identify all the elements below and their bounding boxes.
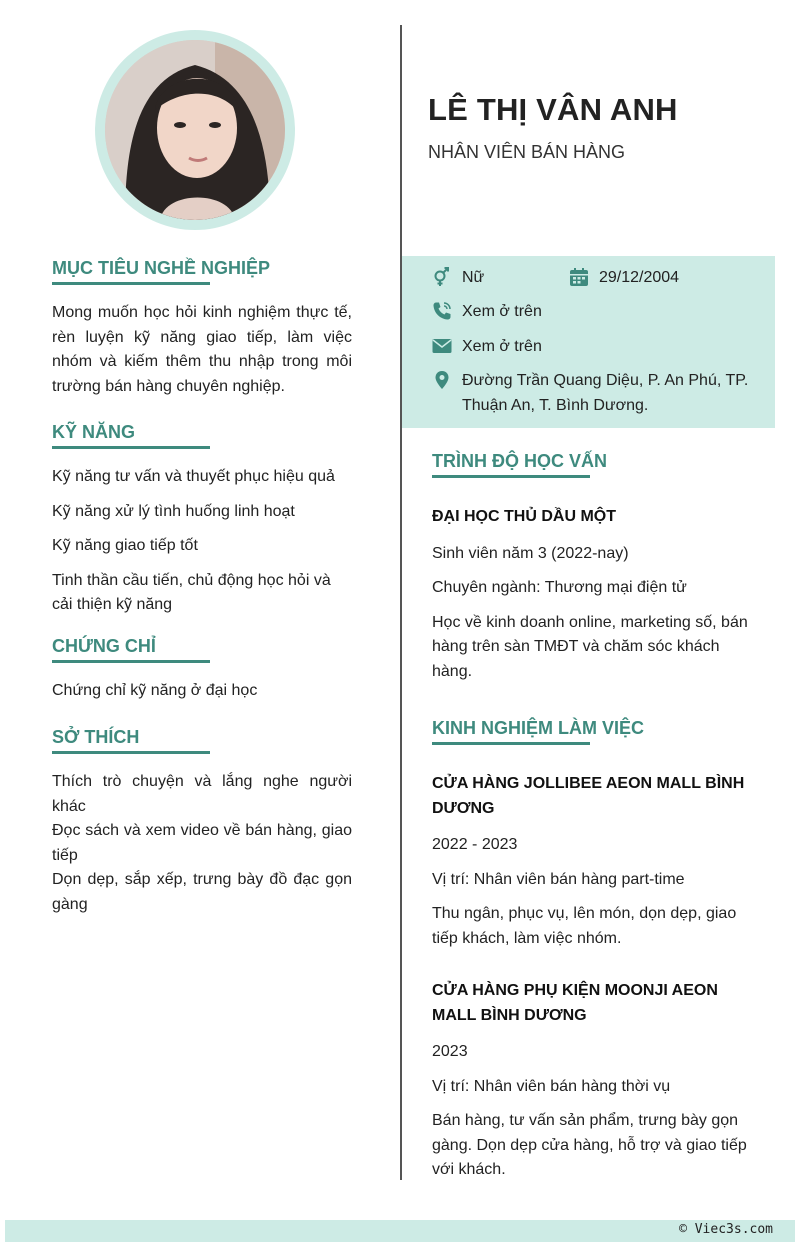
certificate-item: Chứng chỉ kỹ năng ở đại học <box>52 682 258 699</box>
certificates-title: CHỨNG CHỈ <box>52 636 352 663</box>
email-value: Xem ở trên <box>462 338 542 355</box>
hobby-item: Đọc sách và xem video về bán hàng, giao tiếp <box>52 822 352 864</box>
hobby-item: Thích trò chuyện và lắng nghe người khác <box>52 773 352 815</box>
phone-value: Xem ở trên <box>462 303 542 320</box>
job-entry <box>432 772 762 951</box>
column-divider <box>400 25 402 1180</box>
envelope-icon <box>432 336 452 356</box>
gender-icon <box>432 267 452 287</box>
education-year: Sinh viên năm 3 (2022-nay) <box>432 544 629 562</box>
candidate-name: LÊ THỊ VÂN ANH <box>428 92 678 127</box>
birthdate-value: 29/12/2004 <box>599 269 680 286</box>
skill-item: Kỹ năng tư vấn và thuyết phục hiệu quả <box>52 468 335 485</box>
address-row <box>432 369 752 418</box>
hobby-item: Dọn dẹp, sắp xếp, trưng bày đồ đạc gọn gàng <box>52 871 352 913</box>
phone-row <box>432 300 542 325</box>
skill-item: Kỹ năng giao tiếp tốt <box>52 537 198 554</box>
birthdate-row <box>569 266 679 291</box>
phone-icon <box>432 301 452 321</box>
education-description: Học về kinh doanh online, marketing số, bán hàng trên sàn TMĐT và chăm sóc khách hàng. <box>432 613 748 680</box>
experience-section <box>432 718 762 1183</box>
skills-title: KỸ NĂNG <box>52 422 352 449</box>
education-section <box>432 451 762 684</box>
gender-row <box>432 266 484 291</box>
address-value: Đường Trần Quang Diệu, P. An Phú, TP. Thuận An, T. Bình Dương. <box>462 372 749 414</box>
job-period: 2022 - 2023 <box>432 836 518 853</box>
company-name: CỬA HÀNG PHỤ KIỆN MOONJI AEON MALL BÌNH DƯƠNG <box>432 982 718 1024</box>
education-title: TRÌNH ĐỘ HỌC VẤN <box>432 451 762 478</box>
calendar-icon <box>569 267 589 287</box>
skill-item: Kỹ năng xử lý tình huống linh hoạt <box>52 502 295 520</box>
hobbies-section <box>52 727 352 917</box>
hobbies-title: SỞ THÍCH <box>52 727 352 754</box>
education-major: Chuyên ngành: Thương mại điện tử <box>432 579 687 596</box>
job-entry <box>432 979 762 1183</box>
job-description: Bán hàng, tư vấn sản phẩm, trưng bày gọn gàng. Dọn dẹp cửa hàng, hỗ trợ và giao tiếp với khách. <box>432 1112 747 1178</box>
footer-credit: © Viec3s.com <box>679 1222 773 1237</box>
map-pin-icon <box>432 370 452 390</box>
job-position: Vị trí: Nhân viên bán hàng thời vụ <box>432 1077 671 1095</box>
job-period: 2023 <box>432 1043 468 1060</box>
school-name: ĐẠI HỌC THỦ DẦU MỘT <box>432 508 616 525</box>
job-title: NHÂN VIÊN BÁN HÀNG <box>428 142 626 162</box>
profile-photo <box>105 40 285 220</box>
objective-section <box>52 258 352 399</box>
company-name: CỬA HÀNG JOLLIBEE AEON MALL BÌNH DƯƠNG <box>432 775 745 817</box>
objective-title: MỤC TIÊU NGHỀ NGHIỆP <box>52 258 352 285</box>
certificates-section <box>52 636 352 704</box>
skill-item: Tinh thần cầu tiến, chủ động học hỏi và cải thiện kỹ năng <box>52 571 331 613</box>
objective-text: Mong muốn học hỏi kinh nghiệm thực tế, rèn luyện kỹ năng giao tiếp, làm việc nhóm và kiếm thêm thu nhập trong môi trường bán hàng chuyên nghiệp. <box>52 304 352 395</box>
job-position: Vị trí: Nhân viên bán hàng part-time <box>432 870 685 888</box>
contact-box <box>402 256 775 428</box>
job-description: Thu ngân, phục vụ, lên món, dọn dẹp, giao tiếp khách, làm việc nhóm. <box>432 905 737 947</box>
avatar <box>95 30 295 230</box>
gender-value: Nữ <box>462 269 485 286</box>
email-row <box>432 335 542 360</box>
experience-title: KINH NGHIỆM LÀM VIỆC <box>432 718 762 745</box>
footer-bar <box>5 1220 795 1242</box>
skills-section <box>52 422 352 618</box>
